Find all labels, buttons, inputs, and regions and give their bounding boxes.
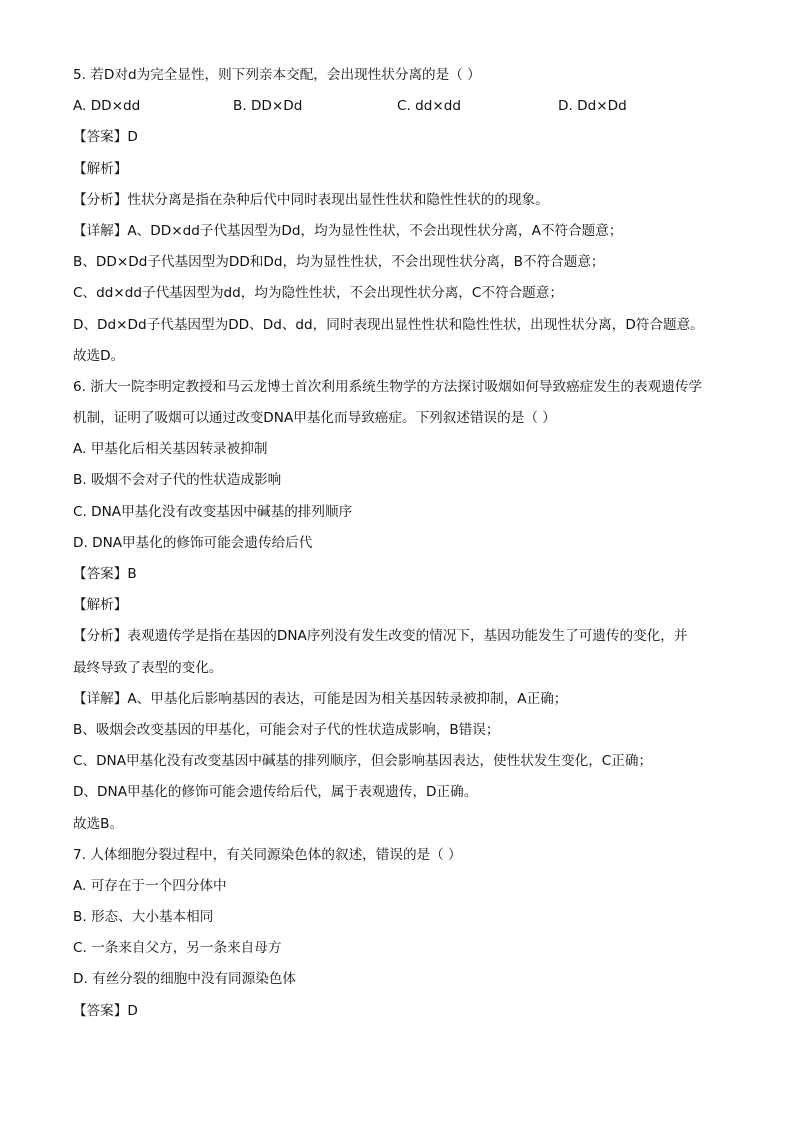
q5-option-b: B. DD×Dd	[233, 98, 303, 115]
q6-option-d: D. DNA甲基化的修饰可能会遗传给后代	[73, 534, 313, 551]
q6-detail-line: D、DNA甲基化的修饰可能会遗传给后代，属于表观遗传，D正确。	[73, 784, 478, 801]
q5-detail-line: 【详解】A、DD×dd子代基因型为Dd，均为显性性状，不会出现性状分离，A不符合题意；	[73, 222, 623, 239]
q6-detail-line: 【详解】A、甲基化后影响基因的表达，可能是因为相关基因转录被抑制，A正确；	[73, 690, 568, 707]
q6-option-a: A. 甲基化后相关基因转录被抑制	[73, 441, 268, 458]
q7-option-b: B. 形态、大小基本相同	[73, 909, 214, 926]
q5-analysis-heading: 【解析】	[73, 160, 128, 177]
q5-option-c: C. dd×dd	[397, 98, 462, 115]
q6-conclusion: 故选B。	[73, 815, 124, 832]
q5-detail-line: B、DD×Dd子代基因型为DD和Dd，均为显性性状，不会出现性状分离，B不符合题意；	[73, 254, 605, 271]
q7-option-c: C. 一条来自父方，另一条来自母方	[73, 940, 282, 957]
document-page	[73, 60, 733, 1027]
q6-analysis-heading: 【解析】	[73, 597, 128, 614]
q5-option-a: A. DD×dd	[73, 98, 141, 115]
q6-stem-line: 6. 浙大一院李明定教授和马云龙博士首次利用系统生物学的方法探讨吸烟如何导致癌症发生的表观遗传学	[73, 378, 703, 395]
q6-detail-line: B、吸烟会改变基因的甲基化，可能会对子代的性状造成影响，B错误；	[73, 721, 500, 738]
q5-stem: 5. 若D对d为完全显性，则下列亲本交配，会出现性状分离的是（ ）	[73, 67, 481, 83]
q6-analysis-line: 【分析】表观遗传学是指在基因的DNA序列没有发生改变的情况下，基因功能发生了可遗传的变化，并	[73, 628, 688, 645]
q7-answer: 【答案】D	[73, 1002, 138, 1019]
q5-detail-line: C、dd×dd子代基因型为dd，均为隐性性状，不会出现性状分离，C不符合题意；	[73, 285, 563, 302]
q5-analysis: 【分析】性状分离是指在杂种后代中同时表现出显性性状和隐性性状的的现象。	[73, 191, 549, 208]
q5-option-d: D. Dd×Dd	[558, 98, 627, 115]
q7-option-d: D. 有丝分裂的细胞中没有同源染色体	[73, 971, 297, 988]
q6-answer: 【答案】B	[73, 566, 137, 582]
q6-stem-line: 机制，证明了吸烟可以通过改变DNA甲基化而导致癌症。下列叙述错误的是（ ）	[73, 410, 556, 427]
q5-conclusion: 故选D。	[73, 347, 125, 364]
q5-answer: 【答案】D	[73, 129, 138, 146]
q6-option-c: C. DNA甲基化没有改变基因中碱基的排列顺序	[73, 503, 353, 520]
q6-analysis-line: 最终导致了表型的变化。	[73, 659, 223, 676]
q7-option-a: A. 可存在于一个四分体中	[73, 877, 227, 894]
q7-stem: 7. 人体细胞分裂过程中，有关同源染色体的叙述，错误的是（ ）	[73, 846, 462, 863]
q5-options	[73, 91, 733, 122]
q6-detail-line: C、DNA甲基化没有改变基因中碱基的排列顺序，但会影响基因表达，使性状发生变化，C正确；	[73, 753, 653, 770]
q5-detail-line: D、Dd×Dd子代基因型为DD、Dd、dd，同时表现出显性性状和隐性性状，出现性状分离，D符合题意。	[73, 316, 704, 333]
q6-option-b: B. 吸烟不会对子代的性状造成影响	[73, 472, 282, 489]
